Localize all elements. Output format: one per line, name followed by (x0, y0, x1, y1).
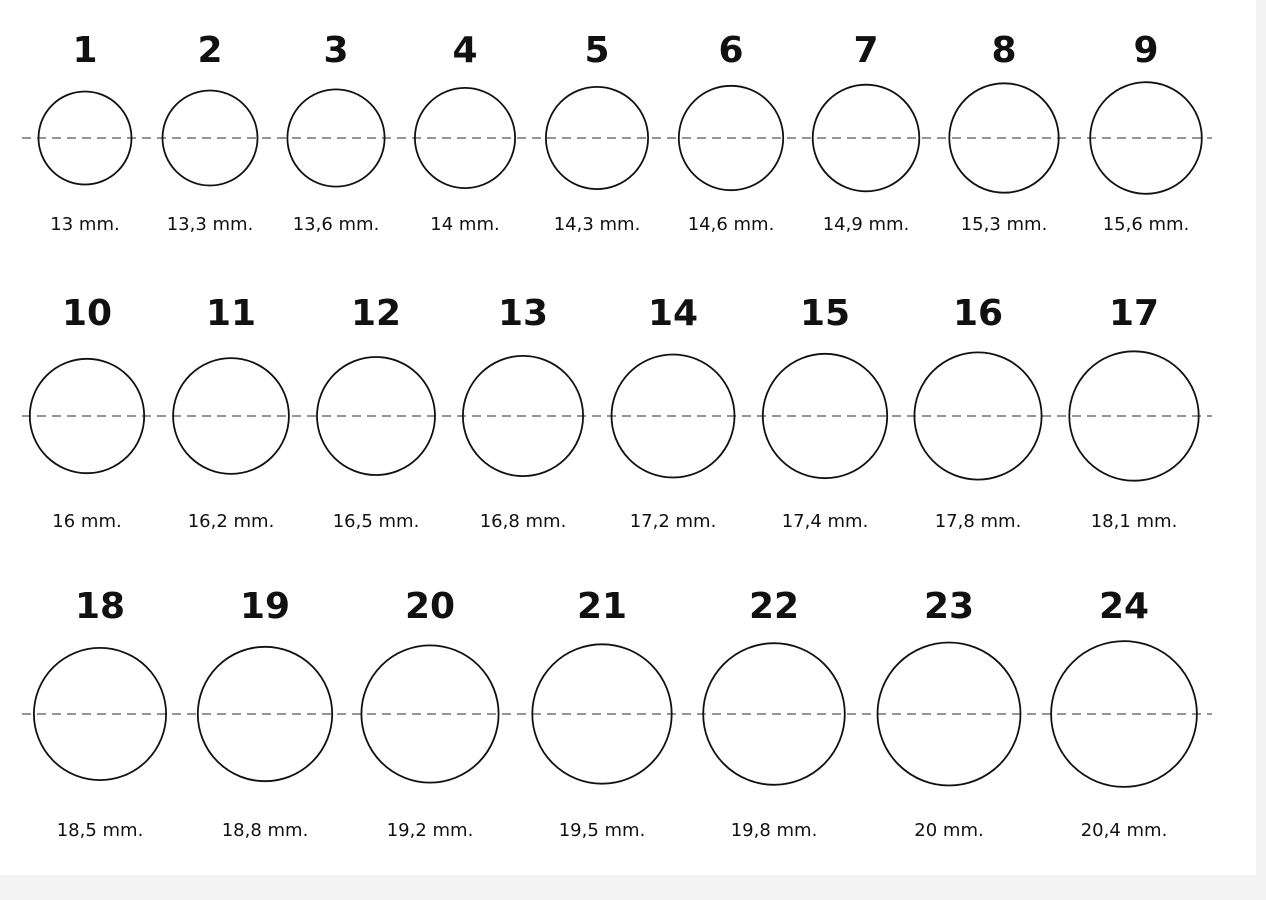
ring-diameter-label: 18,5 mm. (56, 820, 144, 841)
ring-size-number: 3 (323, 30, 349, 71)
ring-size-row (22, 30, 1212, 235)
ring-size-item (287, 30, 384, 235)
ring-diameter-label: 16,2 mm. (187, 511, 275, 532)
ring-size-number: 1 (72, 30, 98, 71)
ring-size-number: 15 (799, 293, 851, 334)
ring-diameter-label: 13 mm. (50, 214, 120, 235)
ring-size-item (914, 293, 1041, 532)
ring-size-circle (914, 352, 1041, 479)
ring-diameter-label: 17,2 mm. (629, 511, 717, 532)
ring-size-item (1069, 293, 1198, 532)
ring-size-number: 9 (1133, 30, 1159, 71)
ring-diameter-label: 19,2 mm. (386, 820, 474, 841)
ring-diameter-label: 20 mm. (914, 820, 984, 841)
ring-diameter-label: 16,5 mm. (332, 511, 420, 532)
ring-size-number: 19 (239, 586, 291, 627)
ring-size-item (415, 30, 515, 235)
ring-size-number: 17 (1108, 293, 1160, 334)
ring-diameter-label: 19,5 mm. (558, 820, 646, 841)
ring-diameter-label: 15,6 mm. (1102, 214, 1190, 235)
ring-size-item (163, 30, 258, 235)
ring-size-item (546, 30, 648, 235)
ring-size-item (463, 293, 583, 532)
ring-size-number: 16 (952, 293, 1004, 334)
ring-diameter-label: 15,3 mm. (960, 214, 1048, 235)
ring-diameter-label: 14,6 mm. (687, 214, 775, 235)
ring-size-number: 22 (748, 586, 800, 627)
ring-diameter-label: 17,4 mm. (781, 511, 869, 532)
ring-diameter-label: 14,9 mm. (822, 214, 910, 235)
ring-diameter-label: 18,8 mm. (221, 820, 309, 841)
ring-size-number: 2 (197, 30, 223, 71)
ring-size-number: 20 (404, 586, 456, 627)
ring-diameter-label: 14,3 mm. (553, 214, 641, 235)
ring-size-number: 13 (497, 293, 549, 334)
ring-diameter-label: 13,6 mm. (292, 214, 380, 235)
ring-size-number: 4 (452, 30, 478, 71)
ring-diameter-label: 19,8 mm. (730, 820, 818, 841)
ring-size-item (1090, 30, 1202, 235)
ring-size-number: 14 (647, 293, 699, 334)
ring-diameter-label: 20,4 mm. (1080, 820, 1168, 841)
ring-size-number: 24 (1098, 586, 1150, 627)
ring-size-item (813, 30, 920, 235)
ring-diameter-label: 14 mm. (430, 214, 500, 235)
ring-diameter-label: 16 mm. (52, 511, 122, 532)
ring-size-item (763, 293, 887, 532)
ring-size-row (22, 586, 1212, 841)
ring-size-item (949, 30, 1058, 235)
ring-size-item (317, 293, 435, 532)
ring-diameter-label: 17,8 mm. (934, 511, 1022, 532)
ring-size-item (679, 30, 783, 235)
ring-diameter-label: 18,1 mm. (1090, 511, 1178, 532)
ring-size-number: 18 (74, 586, 126, 627)
ring-size-number: 6 (718, 30, 744, 71)
ring-size-item (30, 293, 144, 532)
ring-diameter-label: 16,8 mm. (479, 511, 567, 532)
ring-size-number: 21 (576, 586, 628, 627)
ring-size-item (39, 30, 132, 235)
ring-size-number: 8 (991, 30, 1017, 71)
ring-size-number: 7 (853, 30, 879, 71)
ring-size-number: 23 (923, 586, 975, 627)
ring-size-row (22, 293, 1212, 532)
ring-size-item (612, 293, 735, 532)
ring-size-number: 11 (205, 293, 257, 334)
ring-size-number: 10 (61, 293, 113, 334)
ring-size-number: 5 (584, 30, 610, 71)
ring-size-number: 12 (350, 293, 402, 334)
ring-size-item (173, 293, 289, 532)
ring-diameter-label: 13,3 mm. (166, 214, 254, 235)
